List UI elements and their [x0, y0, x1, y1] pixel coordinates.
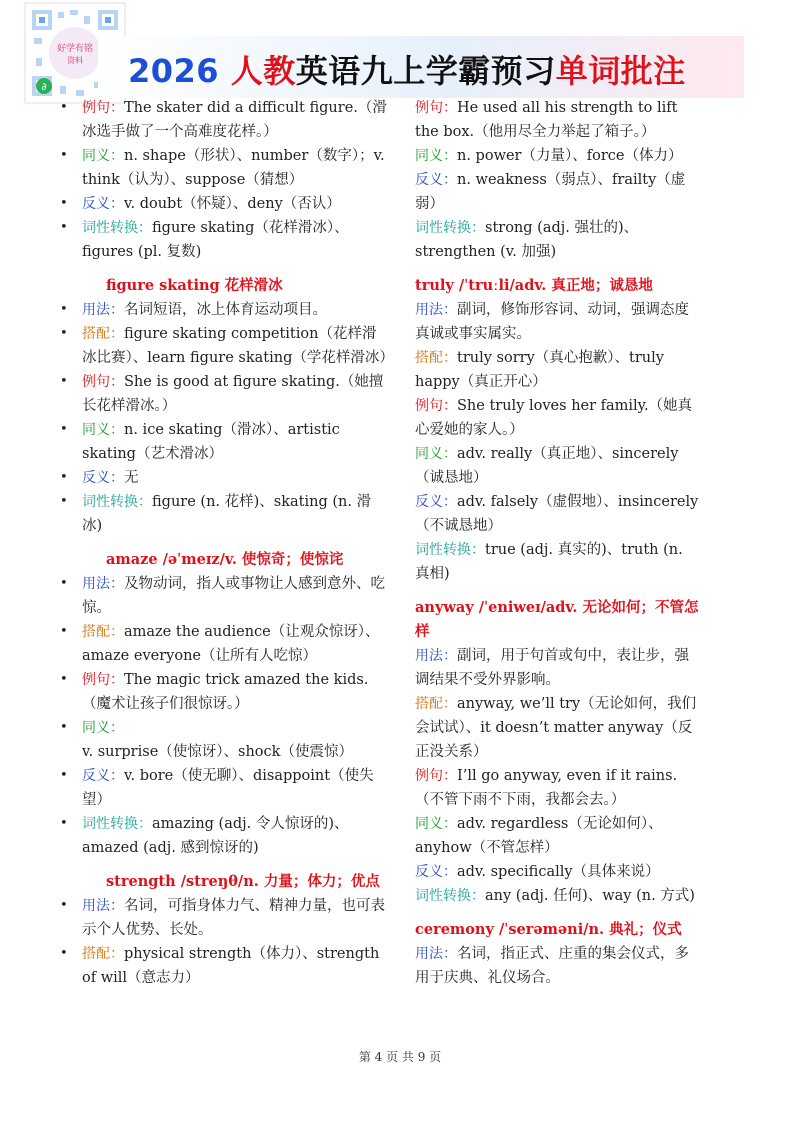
word-heading-anyway: anyway /ˈeniweɪ/adv. 无论如何；不管怎样	[415, 599, 699, 640]
entry-antonym: • 反义：v. bore（使无聊）、disappoint（使失望）	[82, 764, 388, 812]
title-end: 单词批注	[555, 52, 686, 90]
entry-antonym: • 反义：无	[82, 466, 388, 490]
entry-figure-conversion: • 词性转换：figure skating（花样滑冰）、figures (pl. 复数)	[82, 216, 388, 264]
entry-conversion: 词性转换：any (adj. 任何)、way (n. 方式)	[415, 888, 695, 904]
entry-strength-antonym: 反义：n. weakness（弱点）、frailty（虚弱）	[415, 172, 686, 212]
title-middle: 英语九上学霸预习	[295, 52, 556, 90]
entry-usage: • 用法：名词短语，冰上体育运动项目。	[82, 298, 388, 322]
word-heading-strength: strength /streŋθ/n. 力量；体力；优点	[106, 873, 380, 890]
page-number: 第 4 页 共 9 页	[358, 1050, 442, 1064]
entry-example: 例句：I’ll go anyway, even if it rains.（不管下雨不下雨，我都会去。）	[415, 768, 678, 808]
entry-synonym: 同义：adv. really（真正地）、sincerely（诚恳地）	[415, 446, 679, 486]
entry-conversion: • 词性转换：amazing (adj. 令人惊讶的)、amazed (adj. 感到惊讶的)	[82, 812, 388, 860]
entry-synonym: • 同义：v. surprise（使惊讶）、shock（使震惊）	[82, 716, 388, 764]
entry-collocation: • 搭配：physical strength（体力）、strength of will（意志力）	[82, 942, 388, 990]
entry-usage: • 用法：名词，可指身体力气、精神力量，也可表示个人优势、长处。	[82, 894, 388, 942]
page-title	[128, 46, 686, 92]
entry-example: • 例句：She is good at figure skating.（她擅长花样滑冰。）	[82, 370, 388, 418]
entry-synonym: • 同义：n. ice skating（滑冰）、artistic skating（艺术滑冰）	[82, 418, 388, 466]
entry-collocation: 搭配：truly sorry（真心抱歉）、truly happy（真正开心）	[415, 350, 664, 390]
entry-usage: 用法：名词，指正式、庄重的集会仪式，多用于庆典、礼仪场合。	[415, 946, 689, 986]
entry-figure-example: • 例句：The skater did a difficult figure.（滑冰选手做了一个高难度花样。）	[82, 96, 388, 144]
entry-collocation: 搭配：anyway, we’ll try（无论如何，我们会试试）、it doesn’t matter anyway（反正没关系）	[415, 696, 697, 760]
word-heading-figure-skating: figure skating 花样滑冰	[106, 277, 283, 294]
title-publisher: 人教	[230, 52, 296, 90]
entry-antonym: 反义：adv. specifically（具体来说）	[415, 864, 660, 880]
entry-usage: 用法：副词，修饰形容词、动词，强调态度真诚或事实属实。	[415, 302, 689, 342]
title-year: 2026	[128, 52, 220, 90]
entry-strength-example: 例句：He used all his strength to lift the box.（他用尽全力举起了箱子。）	[415, 100, 678, 140]
entry-conversion: • 词性转换：figure (n. 花样)、skating (n. 滑冰)	[82, 490, 388, 538]
entry-collocation: • 搭配：figure skating competition（花样滑冰比赛）、learn figure skating（学花样滑冰）	[82, 322, 388, 370]
entry-usage: 用法：副词，用于句首或句中，表让步，强调结果不受外界影响。	[415, 648, 689, 688]
entry-antonym: 反义：adv. falsely（虚假地）、insincerely（不诚恳地）	[415, 494, 699, 534]
word-heading-ceremony: ceremony /ˈserəməni/n. 典礼；仪式	[415, 921, 682, 938]
svg-text:好学有铭: 好学有铭	[56, 44, 94, 54]
entry-example: 例句：She truly loves her family.（她真心爱她的家人。）	[415, 398, 693, 438]
svg-text:资料: 资料	[67, 56, 83, 65]
entry-synonym: 同义：adv. regardless（无论如何）、anyhow（不管怎样）	[415, 816, 663, 856]
entry-figure-synonym: • 同义：n. shape（形状）、number（数字）；v. think（认为）、suppose（猜想）	[82, 144, 388, 192]
right-column	[415, 96, 700, 990]
entry-conversion: 词性转换：true (adj. 真实的)、truth (n. 真相)	[415, 542, 683, 582]
svg-text:∂: ∂	[41, 82, 47, 93]
word-heading-truly: truly /ˈtruːli/adv. 真正地；诚恳地	[415, 277, 653, 294]
entry-collocation: • 搭配：amaze the audience（让观众惊讶）、amaze everyone（让所有人吃惊）	[82, 620, 388, 668]
entry-usage: • 用法：及物动词，指人或事物让人感到意外、吃惊。	[82, 572, 388, 620]
entry-strength-conversion: 词性转换：strong (adj. 强壮的)、strengthen (v. 加强)	[415, 220, 639, 260]
entry-strength-synonym: 同义：n. power（力量）、force（体力）	[415, 148, 683, 164]
left-column	[82, 96, 394, 990]
word-heading-amaze: amaze /əˈmeɪz/v. 使惊奇；使惊诧	[106, 551, 344, 568]
entry-figure-antonym: • 反义：v. doubt（怀疑）、deny（否认）	[82, 192, 388, 216]
entry-example: • 例句：The magic trick amazed the kids.（魔术让孩子们很惊讶。）	[82, 668, 388, 716]
